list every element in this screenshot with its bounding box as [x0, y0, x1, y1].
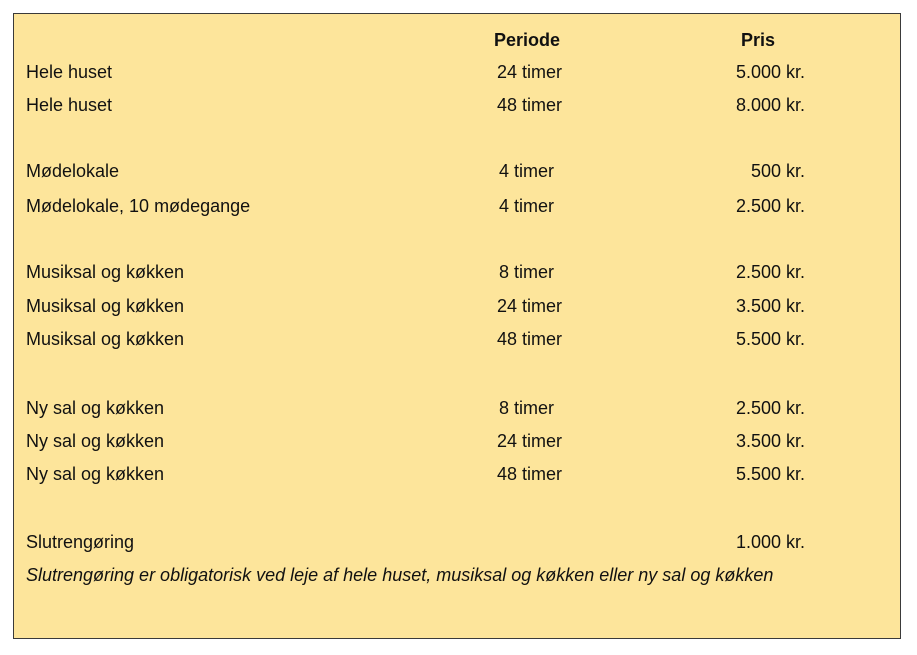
row-period: 8 timer [499, 398, 555, 418]
row-description: Slutrengøring [26, 532, 135, 552]
row-description: Musiksal og køkken [26, 296, 185, 316]
price-row [14, 532, 900, 558]
price-row [14, 161, 900, 187]
row-price: 5.000 kr. [735, 62, 805, 82]
cleaning-note: Slutrengøring er obligatorisk ved leje af hele huset, musiksal og køkken eller ny sal og køkken [26, 565, 774, 585]
price-row [14, 95, 900, 121]
row-period: 24 timer [497, 62, 563, 82]
row-price: 2.500 kr. [735, 196, 805, 216]
header-pris: Pris [741, 30, 776, 50]
row-description: Mødelokale [26, 161, 120, 181]
row-description: Musiksal og køkken [26, 329, 185, 349]
row-price: 2.500 kr. [735, 262, 805, 282]
row-price: 3.500 kr. [735, 431, 805, 451]
row-description: Hele huset [26, 62, 113, 82]
row-period: 4 timer [499, 196, 555, 216]
price-row [14, 329, 900, 355]
row-price: 5.500 kr. [735, 329, 805, 349]
row-period: 48 timer [497, 95, 563, 115]
price-list-panel [13, 13, 901, 639]
price-row [14, 431, 900, 457]
row-price: 500 kr. [750, 161, 805, 181]
row-period: 48 timer [497, 464, 563, 484]
row-period: 8 timer [499, 262, 555, 282]
row-price: 1.000 kr. [735, 532, 805, 552]
row-description: Ny sal og køkken [26, 398, 165, 418]
row-description: Mødelokale, 10 mødegange [26, 196, 251, 216]
price-row [14, 196, 900, 222]
row-price: 5.500 kr. [735, 464, 805, 484]
row-period: 24 timer [497, 296, 563, 316]
row-price: 3.500 kr. [735, 296, 805, 316]
row-description: Hele huset [26, 95, 113, 115]
row-description: Musiksal og køkken [26, 262, 185, 282]
row-period: 48 timer [497, 329, 563, 349]
row-price: 2.500 kr. [735, 398, 805, 418]
row-price: 8.000 kr. [735, 95, 805, 115]
row-period: 4 timer [499, 161, 555, 181]
price-row [14, 262, 900, 288]
price-row [14, 296, 900, 322]
row-description: Ny sal og køkken [26, 431, 165, 451]
price-row [14, 62, 900, 88]
price-row [14, 398, 900, 424]
row-description: Ny sal og køkken [26, 464, 165, 484]
price-row [14, 464, 900, 490]
row-period: 24 timer [497, 431, 563, 451]
header-periode: Periode [494, 30, 561, 50]
